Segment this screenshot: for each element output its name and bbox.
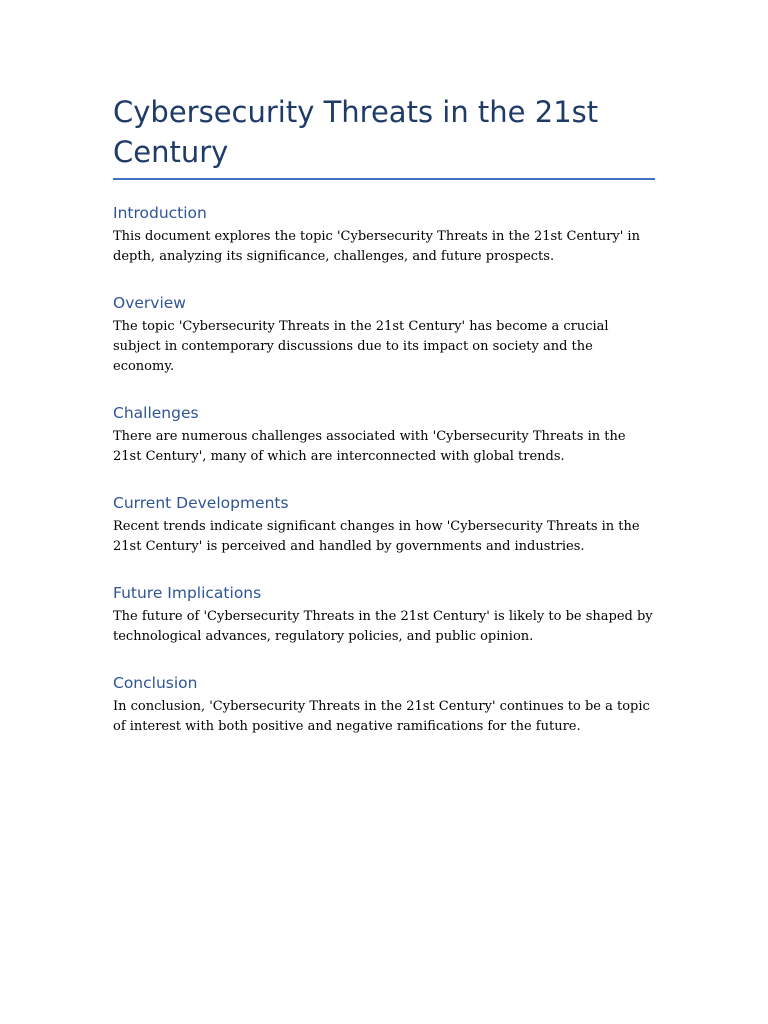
section-heading: Overview — [113, 294, 186, 312]
section-future-implications — [113, 583, 655, 647]
section-body: In conclusion, 'Cybersecurity Threats in the 21st Century' continues to be a topic of interest with both positive and negative ramifications for the future. — [113, 699, 650, 734]
section-heading: Challenges — [113, 404, 199, 422]
section-body: Recent trends indicate significant changes in how 'Cybersecurity Threats in the 21st Century' is perceived and handled by governments and industries. — [113, 519, 640, 554]
section-body: There are numerous challenges associated with 'Cybersecurity Threats in the 21st Century', many of which are interconnected with global trends. — [113, 429, 626, 464]
section-body: The topic 'Cybersecurity Threats in the 21st Century' has become a crucial subject in contemporary discussions due to its impact on society and the economy. — [113, 319, 609, 374]
section-challenges — [113, 403, 655, 467]
title-underline-rule — [113, 178, 655, 180]
section-introduction — [113, 203, 655, 267]
section-conclusion — [113, 673, 655, 737]
section-body: This document explores the topic 'Cybersecurity Threats in the 21st Century' in depth, analyzing its significance, challenges, and future prospects. — [113, 229, 640, 264]
section-heading: Introduction — [113, 204, 207, 222]
document-page — [113, 92, 655, 763]
section-heading: Current Developments — [113, 494, 289, 512]
document-title: Cybersecurity Threats in the 21st Century — [113, 95, 599, 169]
section-heading: Conclusion — [113, 674, 198, 692]
section-current-developments — [113, 493, 655, 557]
section-heading: Future Implications — [113, 584, 262, 602]
section-overview — [113, 293, 655, 377]
section-body: The future of 'Cybersecurity Threats in the 21st Century' is likely to be shaped by technological advances, regulatory policies, and public opinion. — [113, 609, 653, 644]
